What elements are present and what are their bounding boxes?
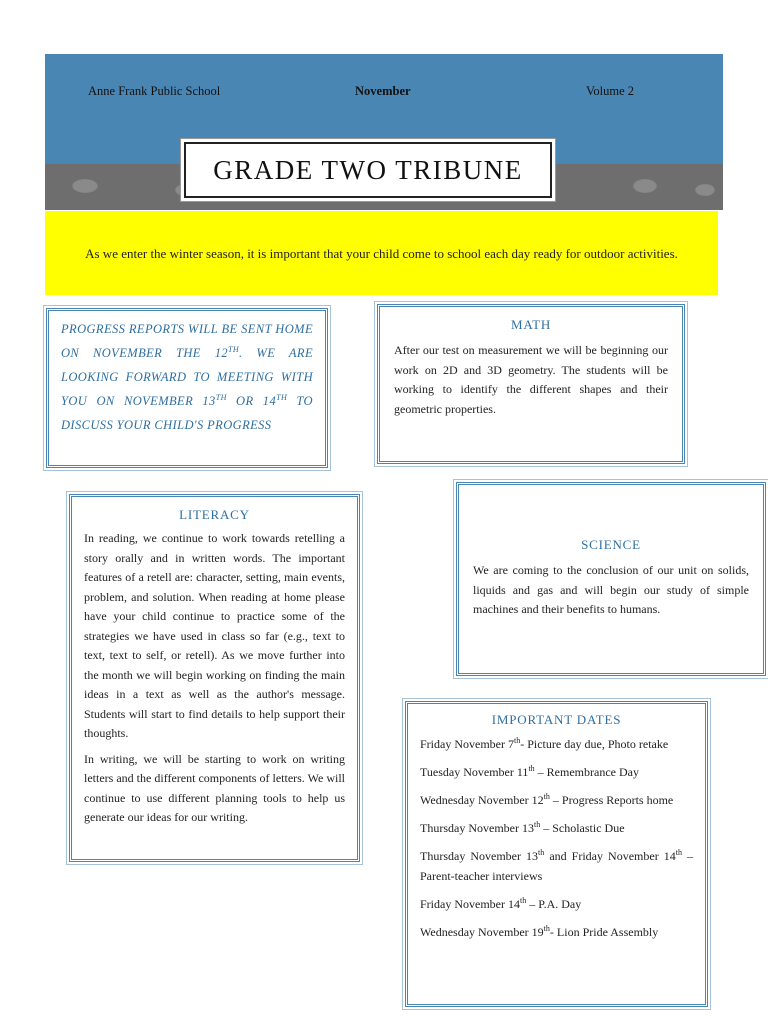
date-item: Friday November 7th- Picture day due, Photo retake xyxy=(420,736,669,751)
literacy-writing-paragraph: In writing, we will be starting to work on writing letters and the different components of letters. We will continue to use different planning tools to help us generate our ideas for our writing. xyxy=(84,751,345,824)
winter-notice-banner xyxy=(45,211,718,295)
important-dates-box xyxy=(405,701,708,1007)
science-body: We are coming to the conclusion of our unit on solids, liquids and gas and will begin our study of simple machines and their benefits to humans. xyxy=(473,563,749,616)
date-item: Wednesday November 19th- Lion Pride Assembly xyxy=(420,924,659,939)
date-item: Thursday November 13th and Friday November 14th – Parent-teacher interviews xyxy=(420,848,694,883)
literacy-box xyxy=(69,494,360,862)
important-dates-heading: IMPORTANT DATES xyxy=(491,712,622,727)
school-name: Anne Frank Public School xyxy=(88,84,221,98)
math-body: After our test on measurement we will be beginning our work on 2D and 3D geometry. The students will be working to identify the different shapes and their geometric properties. xyxy=(394,343,668,416)
issue-month: November xyxy=(355,84,411,98)
progress-reports-box xyxy=(46,308,328,468)
winter-notice-text: As we enter the winter season, it is important that your child come to school each day ready for outdoor activities. xyxy=(85,245,678,261)
issue-volume: Volume 2 xyxy=(586,84,635,98)
math-heading: MATH xyxy=(510,317,552,332)
date-item: Friday November 14th – P.A. Day xyxy=(420,896,582,911)
math-box xyxy=(377,304,685,464)
progress-reports-text: PROGRESS REPORTS WILL BE SENT HOME ON NOVEMBER THE 12TH. WE ARE LOOKING FORWARD TO MEETING WITH YOU ON NOVEMBER 13TH OR 14TH TO DISCUSS YOUR CHILD'S PROGRESS xyxy=(61,322,313,432)
literacy-heading: LITERACY xyxy=(179,507,250,522)
date-item: Thursday November 13th – Scholastic Due xyxy=(420,820,625,835)
newsletter-title-box xyxy=(184,142,552,198)
date-item: Tuesday November 11th – Remembrance Day xyxy=(420,764,639,779)
science-heading: SCIENCE xyxy=(581,537,641,552)
literacy-reading-paragraph: In reading, we continue to work towards retelling a story orally and in written words. The important features of a retell are: character, setting, main events, problem, and solution. When reading at home please have your child continue to practice some of the strategies we have used in class so far (e.g., text to text, text to self, or retell). As we move further into the month we will begin working on finding the main ideas in a text as well as the author's message. Students will start to find details to help support their thoughts. xyxy=(84,531,345,740)
date-item: Wednesday November 12th – Progress Reports home xyxy=(420,792,674,807)
newsletter-title: GRADE TWO TRIBUNE xyxy=(213,154,523,185)
science-box xyxy=(456,482,766,676)
